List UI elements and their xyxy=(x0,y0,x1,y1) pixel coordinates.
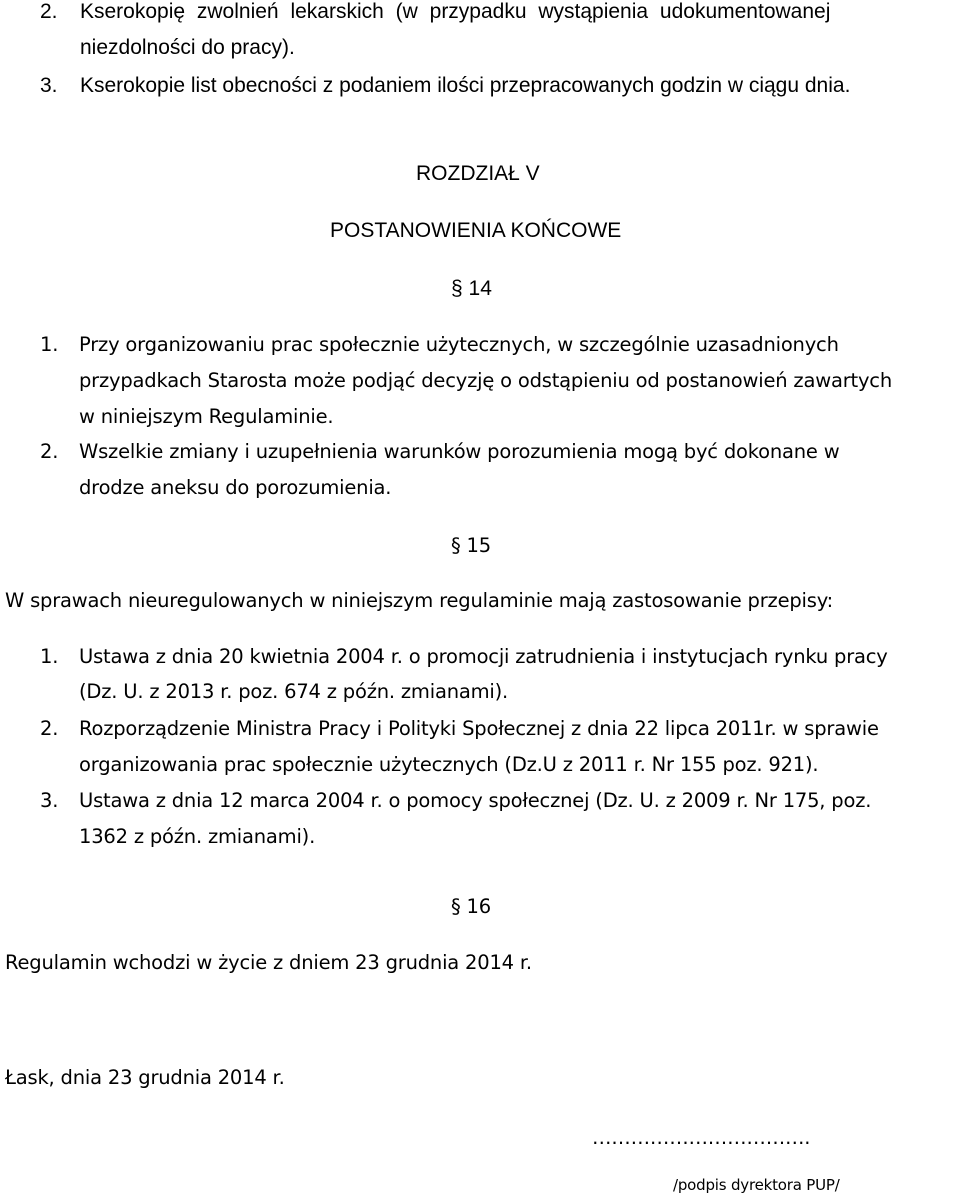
signature-caption: /podpis dyrektora PUP/ xyxy=(673,1176,840,1194)
signature-dots: ……………………………. xyxy=(592,1126,811,1149)
list-text-line: niezdolności do pracy). xyxy=(80,36,295,59)
list-text-line: Wszelkie zmiany i uzupełnienia warunków porozumienia mogą być dokonane w xyxy=(79,440,840,463)
list-number: 3. xyxy=(40,789,59,812)
par16-text: Regulamin wchodzi w życie z dniem 23 grudnia 2014 r. xyxy=(5,951,532,974)
list-number: 1. xyxy=(40,645,59,668)
list-text-line: Przy organizowaniu prac społecznie użytecznych, w szczególnie uzasadnionych xyxy=(79,333,839,356)
list-number: 2. xyxy=(40,0,58,23)
list-text-line: (Dz. U. z 2013 r. poz. 674 z późn. zmianami). xyxy=(79,680,509,703)
list-number: 2. xyxy=(40,440,59,463)
list-text-line: Kserokopię zwolnień lekarskich (w przypadku wystąpienia udokumentowanej xyxy=(80,0,831,23)
list-number: 3. xyxy=(40,74,58,97)
chapter-title: ROZDZIAŁ V xyxy=(416,162,540,185)
list-number: 2. xyxy=(40,717,59,740)
list-text-line: Ustawa z dnia 12 marca 2004 r. o pomocy społecznej (Dz. U. z 2009 r. Nr 175, poz. xyxy=(79,789,872,812)
list-number: 1. xyxy=(40,333,59,356)
paragraph-16-heading: § 16 xyxy=(451,895,491,918)
list-text-line: w niniejszym Regulaminie. xyxy=(79,405,334,428)
list-text-line: organizowania prac społecznie użytecznych (Dz.U z 2011 r. Nr 155 poz. 921). xyxy=(79,753,819,776)
chapter-subtitle: POSTANOWIENIA KOŃCOWE xyxy=(330,219,622,242)
list-text-line: 1362 z późn. zmianami). xyxy=(79,825,316,848)
list-text-line: Ustawa z dnia 20 kwietnia 2004 r. o promocji zatrudnienia i instytucjach rynku pracy xyxy=(79,645,888,668)
paragraph-14-heading: § 14 xyxy=(451,277,492,300)
list-text-line: przypadkach Starosta może podjąć decyzję o odstąpieniu od postanowień zawartych xyxy=(79,369,892,392)
paragraph-15-heading: § 15 xyxy=(451,534,491,557)
place-date: Łask, dnia 23 grudnia 2014 r. xyxy=(5,1066,285,1089)
par15-intro: W sprawach nieuregulowanych w niniejszym regulaminie mają zastosowanie przepisy: xyxy=(5,589,834,612)
list-text-line: drodze aneksu do porozumienia. xyxy=(79,476,392,499)
list-text-line: Kserokopie list obecności z podaniem ilości przepracowanych godzin w ciągu dnia. xyxy=(80,74,851,97)
list-text-line: Rozporządzenie Ministra Pracy i Polityki Społecznej z dnia 22 lipca 2011r. w sprawie xyxy=(79,717,879,740)
